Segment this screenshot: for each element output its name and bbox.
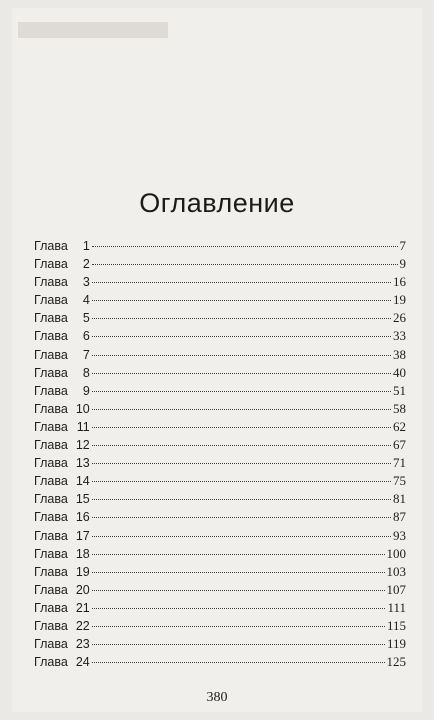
chapter-label: Глава [34, 582, 68, 597]
page-ref: 62 [393, 418, 406, 434]
toc-entry [34, 600, 406, 618]
page-ref: 67 [393, 437, 406, 453]
chapter-number: 21 [75, 600, 90, 615]
chapter-number: 14 [75, 474, 90, 489]
chapter-number: 2 [82, 257, 90, 272]
dot-leader [92, 481, 391, 482]
dot-leader [92, 445, 391, 446]
page-ref: 75 [393, 473, 406, 489]
toc-entry [34, 347, 406, 365]
chapter-label: Глава [34, 239, 68, 253]
toc-entry [34, 491, 406, 509]
dot-leader [92, 391, 391, 392]
dot-leader [92, 626, 385, 627]
chapter-number: 1 [82, 239, 90, 253]
dot-leader [92, 373, 391, 374]
chapter-number: 4 [82, 293, 90, 308]
dot-leader [92, 608, 386, 609]
page-ref: 19 [393, 292, 406, 308]
chapter-number: 13 [75, 456, 90, 471]
toc-entry [34, 564, 406, 582]
chapter-number: 6 [82, 329, 90, 344]
chapter-label: Глава [34, 546, 68, 561]
page-ref: 119 [386, 636, 406, 652]
chapter-label: Глава [34, 275, 68, 290]
chapter-number: 17 [75, 528, 90, 543]
dot-leader [92, 246, 398, 247]
dot-leader [92, 590, 385, 591]
chapter-label: Глава [34, 637, 68, 652]
dot-leader [92, 409, 391, 410]
page-title: Оглавление [139, 188, 295, 218]
toc-entry [34, 437, 406, 455]
dot-leader [92, 536, 391, 537]
page-ref: 51 [393, 382, 406, 398]
page-ref: 107 [386, 581, 406, 597]
dot-leader [92, 282, 391, 283]
dot-leader [92, 318, 391, 319]
dot-leader [92, 264, 398, 265]
table-of-contents [34, 238, 406, 672]
dot-leader [92, 517, 391, 518]
chapter-label: Глава [34, 474, 68, 489]
toc-entry [34, 419, 406, 437]
dot-leader [92, 499, 391, 500]
chapter-number: 16 [75, 510, 90, 525]
chapter-label: Глава [34, 383, 68, 398]
chapter-number: 9 [82, 383, 90, 398]
chapter-number: 22 [75, 618, 90, 633]
chapter-label: Глава [34, 311, 68, 326]
page-ref: 9 [399, 256, 406, 272]
toc-entry [34, 636, 406, 654]
chapter-label: Глава [34, 365, 68, 380]
chapter-number: 20 [75, 582, 90, 597]
chapter-label: Глава [34, 600, 68, 615]
toc-entry [34, 292, 406, 310]
dot-leader [92, 463, 391, 464]
chapter-label: Глава [34, 618, 68, 633]
chapter-number: 24 [75, 655, 90, 670]
page-ref: 38 [393, 346, 406, 362]
page-ref: 115 [386, 617, 406, 633]
dot-leader [92, 336, 391, 337]
chapter-label: Глава [34, 564, 68, 579]
toc-entry [34, 582, 406, 600]
toc-entry [34, 383, 406, 401]
page-ref: 7 [399, 238, 406, 253]
toc-entry [34, 528, 406, 546]
page-ref: 33 [393, 328, 406, 344]
chapter-number: 18 [75, 546, 90, 561]
chapter-number: 11 [76, 419, 90, 434]
dot-leader [92, 554, 385, 555]
chapter-label: Глава [34, 419, 68, 434]
toc-entry [34, 238, 406, 256]
toc-entry [34, 274, 406, 292]
toc-entry [34, 618, 406, 636]
toc-entry [34, 310, 406, 328]
page-ref: 58 [393, 400, 406, 416]
page-ref: 87 [393, 509, 406, 525]
chapter-number: 23 [75, 637, 90, 652]
page-ref: 16 [393, 274, 406, 290]
toc-entry [34, 256, 406, 274]
toc-entry [34, 654, 406, 672]
chapter-label: Глава [34, 257, 68, 272]
toc-entry [34, 509, 406, 527]
chapter-number: 10 [75, 401, 90, 416]
chapter-label: Глава [34, 293, 68, 308]
toc-entry [34, 473, 406, 491]
dot-leader [92, 427, 391, 428]
chapter-label: Глава [34, 438, 68, 453]
chapter-label: Глава [34, 492, 68, 507]
chapter-number: 12 [75, 438, 90, 453]
chapter-label: Глава [34, 329, 68, 344]
show-through-bar [18, 22, 168, 38]
page-ref: 111 [387, 599, 406, 615]
dot-leader [92, 355, 391, 356]
chapter-label: Глава [34, 347, 68, 362]
page-ref: 125 [386, 654, 406, 670]
page-number: 380 [206, 690, 228, 705]
dot-leader [92, 644, 385, 645]
toc-entry [34, 401, 406, 419]
chapter-number: 15 [75, 492, 90, 507]
page-ref: 81 [393, 491, 406, 507]
page-ref: 71 [393, 455, 406, 471]
page-ref: 100 [386, 545, 406, 561]
page-ref: 40 [393, 364, 406, 380]
chapter-label: Глава [34, 456, 68, 471]
chapter-number: 7 [82, 347, 90, 362]
chapter-label: Глава [34, 510, 68, 525]
dot-leader [92, 300, 391, 301]
chapter-number: 8 [82, 365, 90, 380]
chapter-label: Глава [34, 655, 68, 670]
toc-entry [34, 328, 406, 346]
chapter-label: Глава [34, 401, 68, 416]
dot-leader [92, 572, 385, 573]
page-ref: 26 [393, 310, 406, 326]
chapter-label: Глава [34, 528, 68, 543]
toc-entry [34, 546, 406, 564]
page-ref: 103 [386, 563, 406, 579]
chapter-number: 19 [75, 564, 90, 579]
page-ref: 93 [393, 527, 406, 543]
dot-leader [92, 662, 385, 663]
toc-entry [34, 455, 406, 473]
chapter-number: 5 [82, 311, 90, 326]
chapter-number: 3 [82, 275, 90, 290]
toc-entry [34, 365, 406, 383]
